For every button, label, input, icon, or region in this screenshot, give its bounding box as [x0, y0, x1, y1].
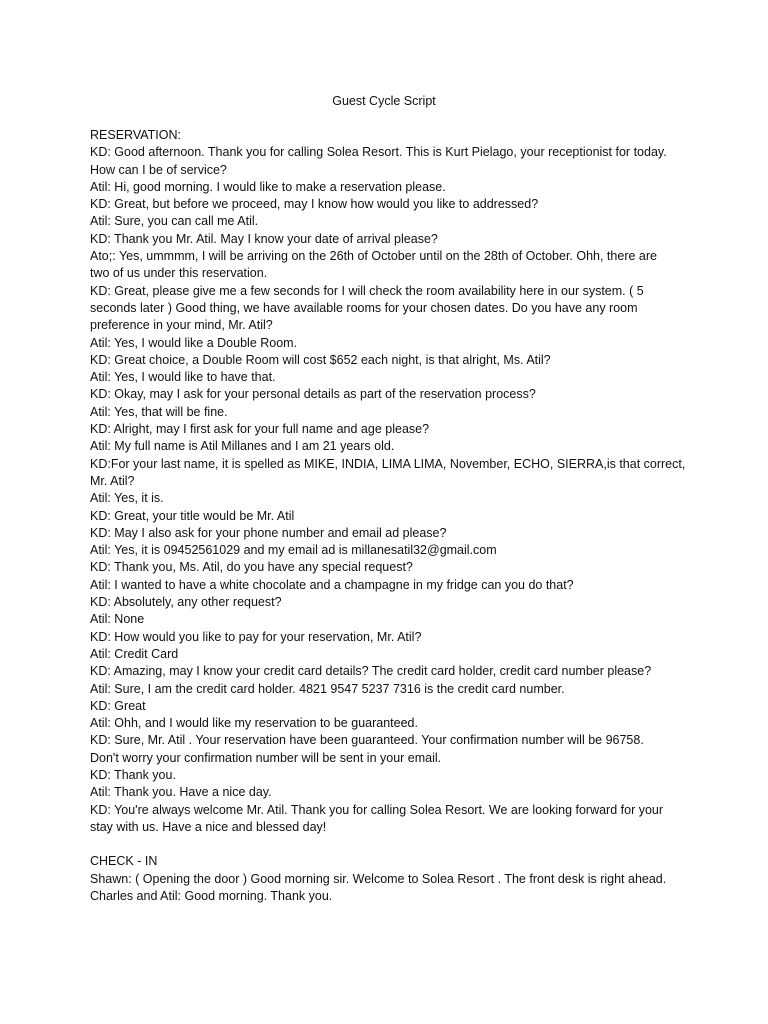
dialogue-line: Charles and Atil: Good morning. Thank you. [90, 889, 333, 904]
dialogue-line: Mr. Atil? [90, 473, 135, 488]
document-body [90, 127, 690, 905]
dialogue-line: KD: Amazing, may I know your credit card details? The credit card holder, credit card number please? [90, 664, 652, 679]
dialogue-line: KD: Good afternoon. Thank you for calling Solea Resort. This is Kurt Pielago, your receptionist for today. [90, 145, 667, 160]
dialogue-line: KD: Great choice, a Double Room will cost $652 each night, is that alright, Ms. Atil? [90, 352, 551, 367]
dialogue-line: Atil: Sure, you can call me Atil. [90, 214, 259, 229]
dialogue-line: Atil: Ohh, and I would like my reservation to be guaranteed. [90, 716, 418, 731]
dialogue-line: Ato;: Yes, ummmm, I will be arriving on the 26th of October until on the 28th of October. Ohh, there are [90, 249, 657, 264]
dialogue-line: KD: Thank you Mr. Atil. May I know your date of arrival please? [90, 231, 438, 246]
dialogue-line: Atil: Sure, I am the credit card holder. 4821 9547 5237 7316 is the credit card number. [90, 681, 565, 696]
section-check-in [90, 853, 690, 905]
dialogue-line: Atil: Yes, I would like to have that. [90, 370, 276, 385]
dialogue-line: two of us under this reservation. [90, 266, 268, 281]
dialogue-line: Atil: None [90, 612, 145, 627]
dialogue-line: Atil: Yes, it is. [90, 491, 164, 506]
dialogue-line: KD: May I also ask for your phone number and email ad please? [90, 525, 447, 540]
dialogue-line: KD: Great, but before we proceed, may I know how would you like to addressed? [90, 197, 539, 212]
dialogue-line: Atil: Yes, that will be fine. [90, 404, 228, 419]
dialogue-line: KD: Thank you. [90, 767, 176, 782]
dialogue-line: KD: You're always welcome Mr. Atil. Thank you for calling Solea Resort. We are looking forward for your [90, 802, 664, 817]
section-spacer [90, 836, 690, 853]
dialogue-line: How can I be of service? [90, 162, 227, 177]
dialogue-line: KD: Great [90, 698, 146, 713]
dialogue-line: KD:For your last name, it is spelled as MIKE, INDIA, LIMA LIMA, November, ECHO, SIERRA,is that correct, [90, 456, 686, 471]
dialogue-line: KD: Great, please give me a few seconds for I will check the room availability here in our system. ( 5 [90, 283, 644, 298]
dialogue-line: stay with us. Have a nice and blessed day! [90, 819, 327, 834]
dialogue-line: Atil: Credit Card [90, 646, 179, 661]
dialogue-line: KD: Alright, may I first ask for your full name and age please? [90, 422, 430, 437]
dialogue-line: KD: Thank you, Ms. Atil, do you have any special request? [90, 560, 413, 575]
dialogue-line: Shawn: ( Opening the door ) Good morning sir. Welcome to Solea Resort . The front desk is right ahead. [90, 871, 667, 886]
dialogue-line: Don't worry your confirmation number will be sent in your email. [90, 750, 442, 765]
dialogue-line: KD: Okay, may I ask for your personal details as part of the reservation process? [90, 387, 536, 402]
dialogue-line: preference in your mind, Mr. Atil? [90, 318, 273, 333]
section-heading: CHECK - IN [90, 854, 158, 869]
document-title: Guest Cycle Script [332, 94, 436, 108]
dialogue-line: Atil: Yes, it is 09452561029 and my email ad is millanesatil32@gmail.com [90, 543, 497, 558]
dialogue-line: KD: Sure, Mr. Atil . Your reservation have been guaranteed. Your confirmation number will be 96758. [90, 733, 644, 748]
section-heading: RESERVATION: [90, 128, 181, 142]
dialogue-line: KD: How would you like to pay for your reservation, Mr. Atil? [90, 629, 422, 644]
dialogue-line: KD: Absolutely, any other request? [90, 595, 282, 610]
dialogue-line: Atil: Hi, good morning. I would like to make a reservation please. [90, 179, 446, 194]
dialogue-line: seconds later ) Good thing, we have available rooms for your chosen dates. Do you have any room [90, 300, 638, 315]
dialogue-line: Atil: Yes, I would like a Double Room. [90, 335, 298, 350]
dialogue-line: Atil: My full name is Atil Millanes and I am 21 years old. [90, 439, 395, 454]
section-reservation [90, 127, 690, 836]
dialogue-line: KD: Great, your title would be Mr. Atil [90, 508, 295, 523]
dialogue-line: Atil: Thank you. Have a nice day. [90, 785, 272, 800]
dialogue-line: Atil: I wanted to have a white chocolate and a champagne in my fridge can you do that? [90, 577, 574, 592]
